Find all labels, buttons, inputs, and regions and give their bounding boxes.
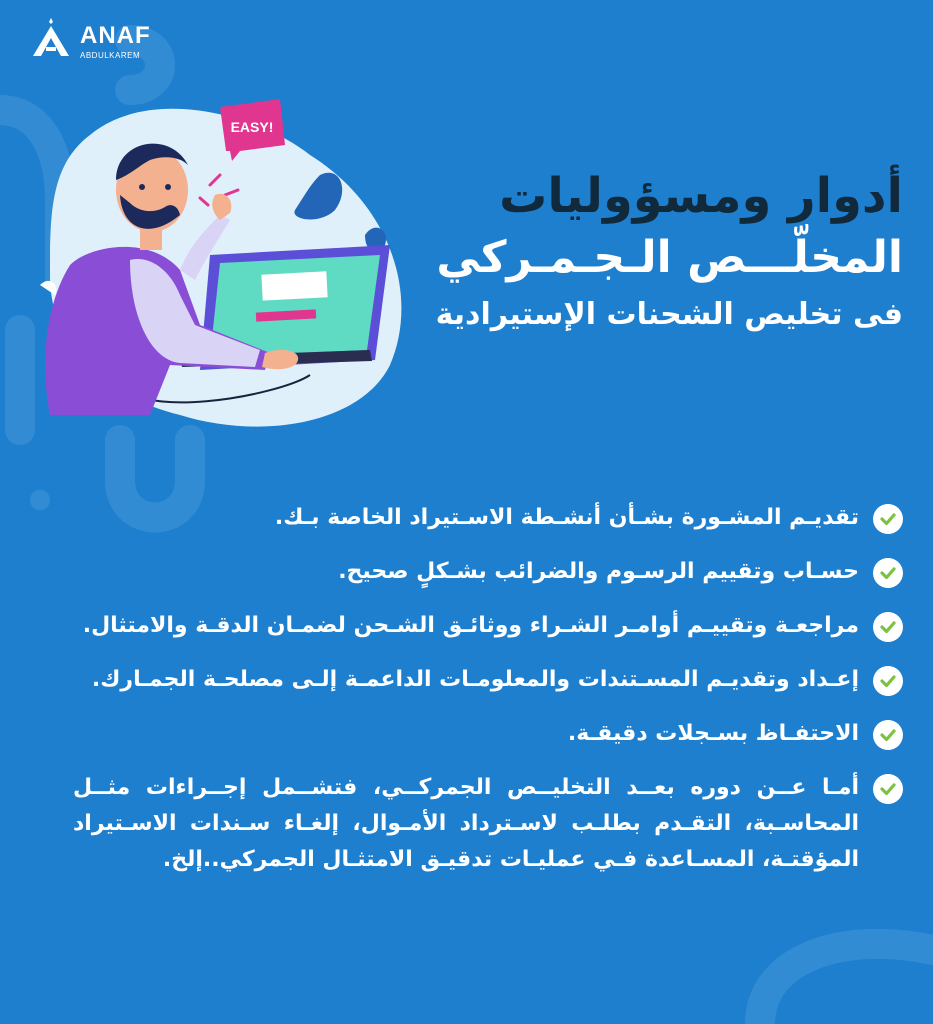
check-icon xyxy=(873,720,903,750)
check-icon xyxy=(873,666,903,696)
man-at-computer-illustration xyxy=(30,95,415,435)
list-item-text: إعـداد وتقديـم المسـتندات والمعلومـات الداعمـة إلـى مصلحـة الجمـارك. xyxy=(91,667,859,692)
logo-mark-icon xyxy=(30,18,72,58)
list-item-text: مراجعـة وتقييـم أوامـر الشـراء ووثائـق الشـحن لضمـان الدقـة والامتثال. xyxy=(82,613,859,638)
list-item-text: حسـاب وتقييم الرسـوم والضرائب بشـكلٍ صحيح. xyxy=(338,559,859,584)
list-item-text: تقديـم المشـورة بشـأن أنشـطة الاسـتيراد الخاصة بـك. xyxy=(274,505,859,530)
list-item xyxy=(73,662,903,698)
check-icon xyxy=(873,558,903,588)
brand-subtitle: ABDULKAREM xyxy=(80,51,141,60)
brand-name: ANAF xyxy=(80,22,151,49)
list-item xyxy=(73,770,903,878)
list-item-text: الاحتفـاظ بسـجلات دقيقـة. xyxy=(567,721,859,746)
list-item xyxy=(73,554,903,590)
list-item xyxy=(73,716,903,752)
check-icon xyxy=(873,774,903,804)
check-icon xyxy=(873,612,903,642)
check-icon xyxy=(873,504,903,534)
page-title: أدوار ومسؤوليات xyxy=(499,168,903,224)
list-item-text: أمـا عــن دوره بعــد التخليــص الجمركــي، فتشــمل إجــراءات مثــل المحاسـبة، التقـدم بطلـب لاسـترداد الأمـوال، إلغـاء سـندات الاسـتيراد المؤقتـة، المسـاعدة فـي عمليـات تدقيـق الامتثـال الجمركي..إلخ. xyxy=(73,775,859,872)
brand-logo xyxy=(30,14,170,64)
title-block xyxy=(403,165,903,341)
page-subtitle-context: فى تخليص الشحنات الإستيرادية xyxy=(435,297,903,332)
responsibilities-list xyxy=(73,500,903,878)
list-item xyxy=(73,608,903,644)
list-item xyxy=(73,500,903,536)
page-subtitle: المخلّـــص الـجـمـركي xyxy=(436,232,903,283)
easy-bubble-text: EASY! xyxy=(230,119,274,135)
